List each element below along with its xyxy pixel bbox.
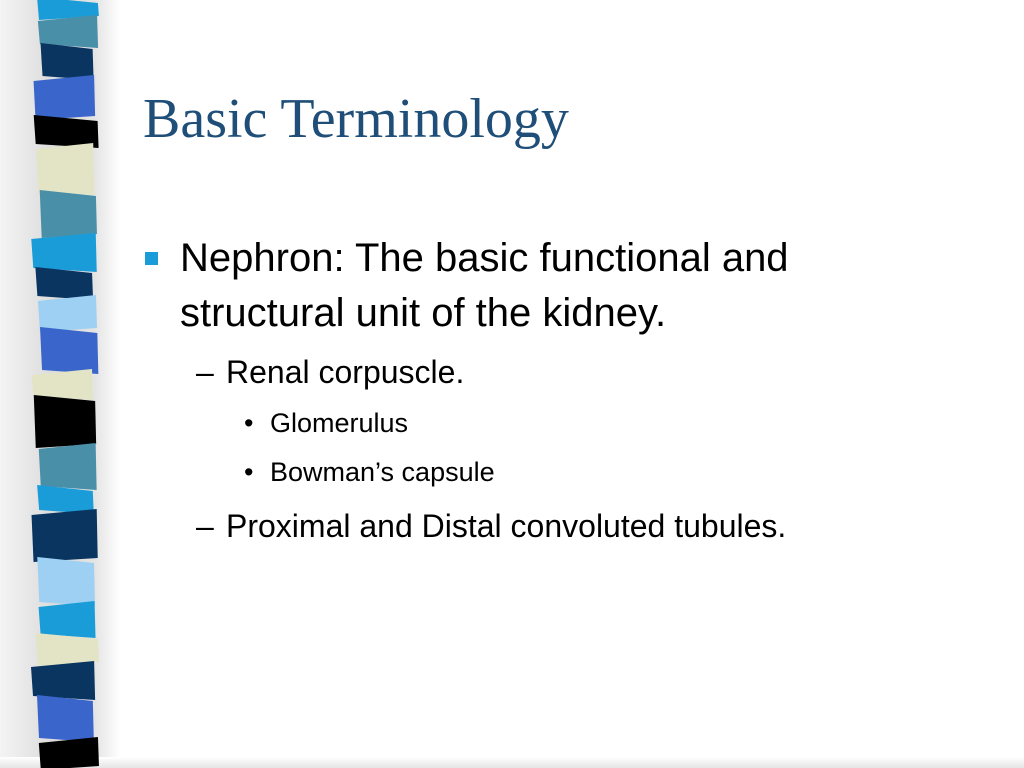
strip-block (41, 43, 94, 80)
bullet-level2-convoluted-tubules: Proximal and Distal convoluted tubules. (226, 508, 787, 544)
strip-block (37, 557, 95, 606)
bottom-shadow (0, 757, 1024, 768)
bullet-level2-renal-corpuscle: Renal corpuscle. (226, 354, 465, 390)
slide-title: Basic Terminology (143, 88, 569, 150)
bullet-dot-marker: • (244, 408, 254, 438)
strip-block (39, 601, 96, 638)
strip-block (37, 485, 94, 514)
bullet-level1-line2: structural unit of the kidney. (180, 291, 667, 335)
strip-block (34, 115, 99, 148)
bullet-dot-marker: • (244, 457, 254, 487)
strip-block (34, 75, 96, 120)
strip-block (32, 509, 98, 562)
decorative-color-strip (0, 0, 120, 768)
strip-block (38, 15, 98, 48)
bullet-level3-bowmans-capsule: Bowman’s capsule (270, 457, 495, 487)
strip-block (36, 633, 99, 666)
strip-block (37, 695, 94, 742)
strip-block (39, 443, 97, 490)
strip-block (40, 190, 97, 238)
strip-block (39, 737, 99, 768)
bullet-dash-marker: – (196, 508, 214, 544)
strip-block (31, 661, 95, 700)
strip-block (38, 295, 97, 332)
strip-block (34, 395, 96, 448)
bullet-level3-glomerulus: Glomerulus (270, 408, 409, 438)
strip-block (40, 327, 98, 374)
bullet-dash-marker: – (196, 354, 214, 390)
bullet-square-icon (145, 252, 158, 265)
strip-block (35, 267, 93, 300)
strip-block (32, 369, 93, 400)
strip-block (31, 233, 96, 272)
bullet-level1-line1: Nephron: The basic functional and (180, 236, 789, 280)
strip-block (36, 143, 94, 195)
